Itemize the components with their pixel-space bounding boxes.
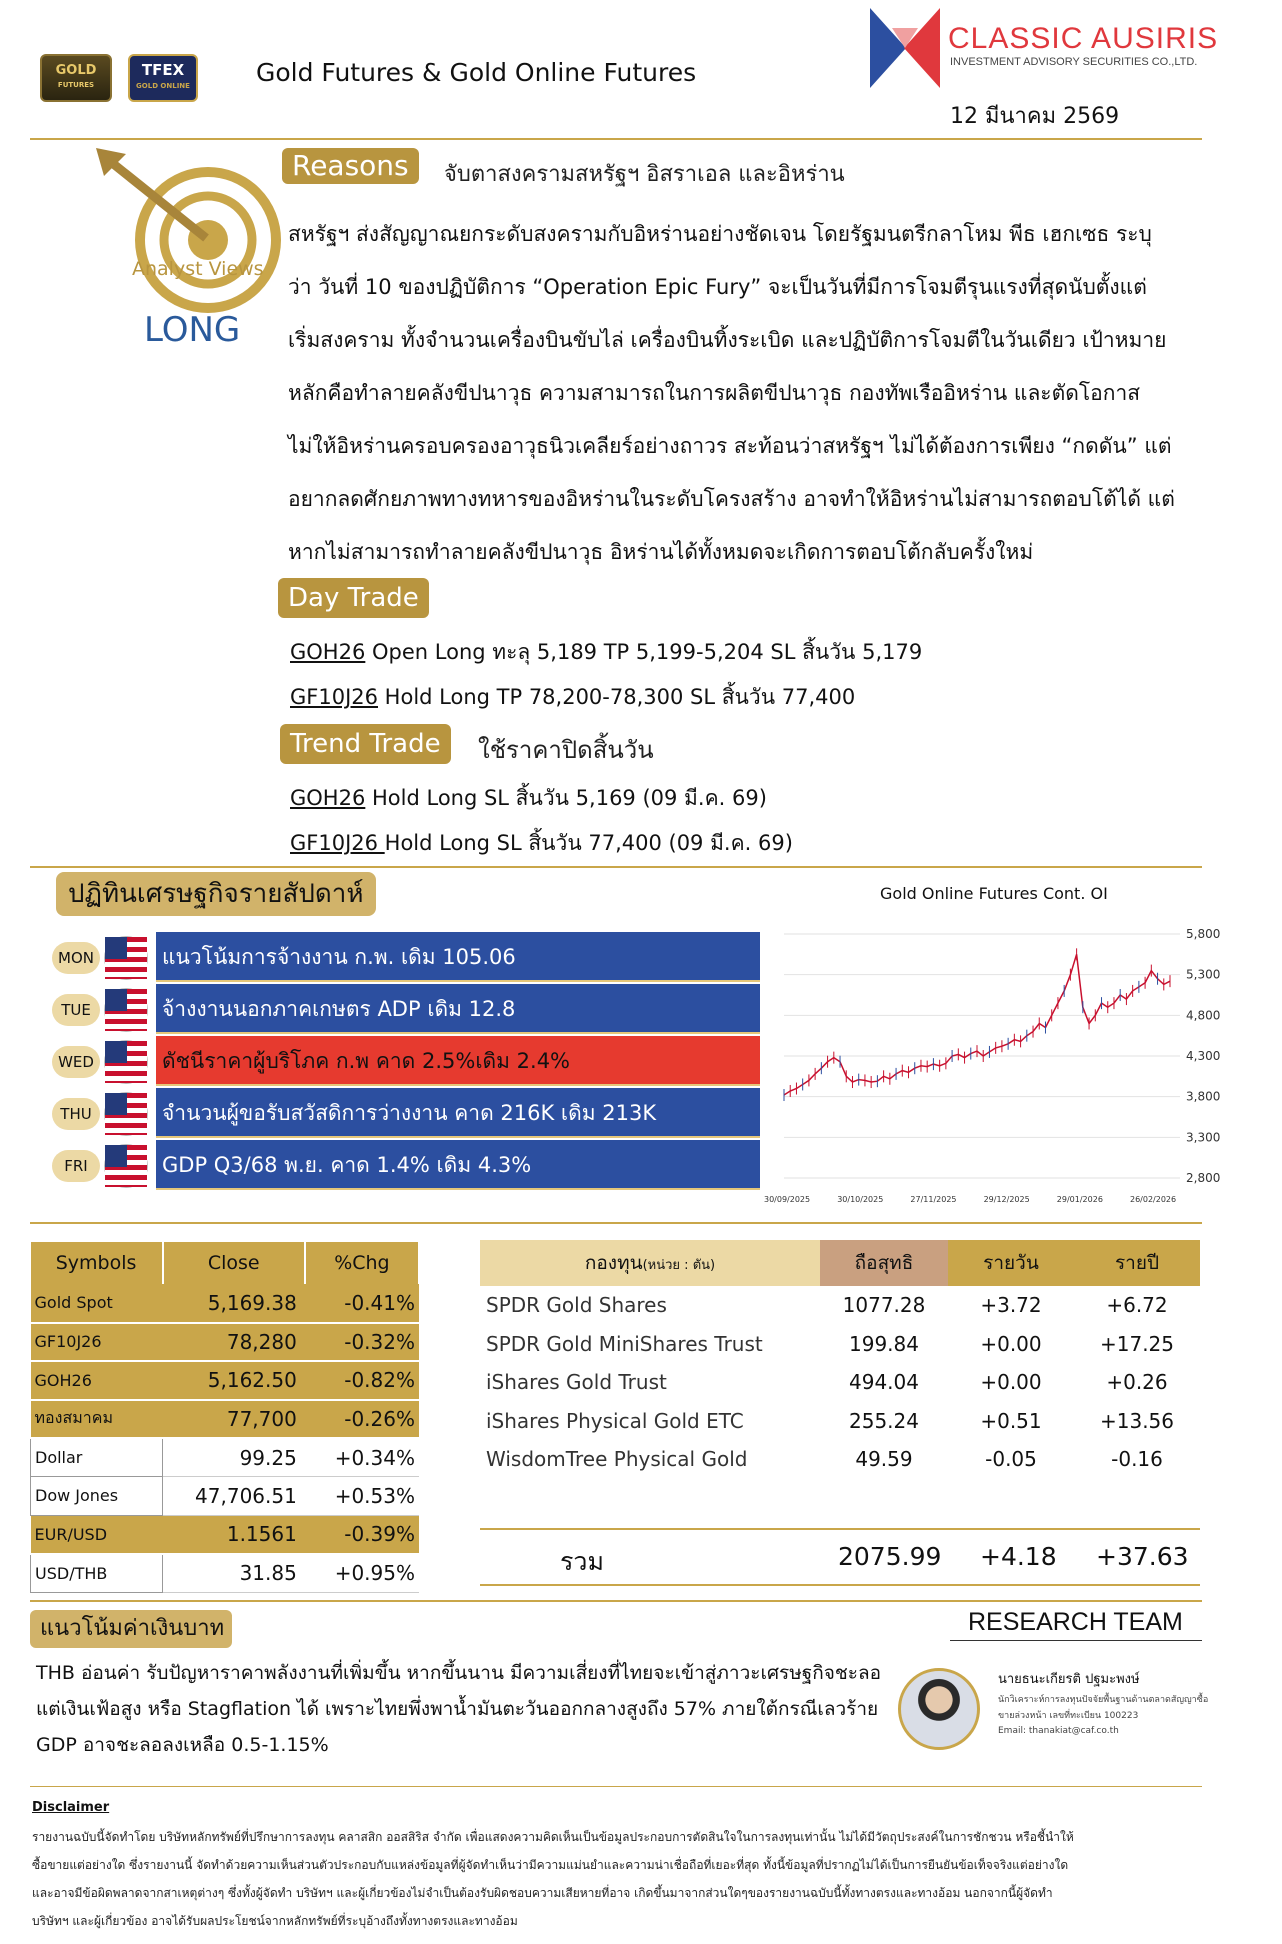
disclaimer-line: รายงานฉบับนี้จัดทำโดย บริษัทหลักทรัพย์ที่ปรึกษาการลงทุน คลาสสิก ออสสิริส จำกัด เพื่อแสดงความคิดเห็นเป็นข้อมูลประกอบการตัดสินใจในการลงทุนเท่านั้น ไม่ได้มีวัตถุประสงค์ในการชักชวน หรือชี้นำให้ bbox=[32, 1830, 1074, 1844]
calendar-event-mon: แนวโน้มการจ้างงาน ก.พ. เดิม 105.06 bbox=[156, 932, 760, 982]
trade-divider bbox=[30, 866, 1202, 868]
thb-outlook-tag: แนวโน้มค่าเงินบาท bbox=[30, 1610, 232, 1648]
calendar-title: ปฏิทินเศรษฐกิจรายสัปดาห์ bbox=[56, 872, 376, 916]
tfex-logo-sub: GOLD ONLINE bbox=[136, 82, 190, 90]
analyst-name: นายธนะเกียรติ ปฐมะพงษ์ bbox=[998, 1672, 1140, 1687]
day-label-fri: FRI bbox=[52, 1150, 100, 1182]
chg-cell: -0.32% bbox=[305, 1323, 419, 1362]
y-tick-label: 5,800 bbox=[1186, 927, 1221, 941]
y-tick-label: 4,800 bbox=[1186, 1008, 1221, 1023]
symbols-table bbox=[30, 1242, 420, 1593]
disclaimer-line: และอาจมีข้อผิดพลาดจากสาเหตุต่างๆ ซึ่งทั้งผู้จัดทำ บริษัทฯ และผู้เกี่ยวข้องไม่จำเป็นต้องรับผิดชอบความเสียหายที่อาจ เกิดขึ้นมาจากส่วนใดๆของรายงานฉบับนี้ทั้งทางตรงและทางอ้อม นอกจากนี้ผู้จัดทำ bbox=[32, 1886, 1053, 1900]
oi-line-chart bbox=[764, 920, 1221, 1208]
day-label-wed: WED bbox=[52, 1046, 100, 1078]
trend-trade-symbol: GF10J26 bbox=[290, 831, 385, 855]
close-header: Close bbox=[163, 1242, 305, 1284]
reasons-line: ว่า วันที่ 10 ของปฏิบัติการ “Operation Epic Fury” จะเป็นวันที่มีการโจมตีรุนแรงที่สุดนับตั้งแต่ bbox=[288, 275, 1147, 299]
symbol-row bbox=[31, 1554, 420, 1593]
daily-cell: -0.05 bbox=[985, 1447, 1037, 1472]
gold-futures-logo bbox=[40, 54, 112, 102]
yearly-cell: +13.56 bbox=[1099, 1408, 1174, 1433]
y-tick-label: 5,300 bbox=[1186, 967, 1221, 982]
day-label-mon: MON bbox=[52, 942, 100, 974]
table-divider bbox=[30, 1600, 1202, 1602]
trend-trade-note: ใช้ราคาปิดสิ้นวัน bbox=[478, 736, 654, 764]
brand-logo-icon bbox=[870, 8, 940, 88]
holdings-header: ถือสุทธิ bbox=[820, 1240, 948, 1286]
target-arrow-icon bbox=[96, 148, 276, 268]
tfex-logo bbox=[128, 54, 198, 102]
day-trade-text: Open Long ทะลุ 5,189 TP 5,199-5,204 SL สิ้นวัน 5,179 bbox=[365, 640, 923, 664]
us-flag-icon bbox=[104, 1092, 148, 1136]
fund-name-cell: iShares Gold Trust bbox=[486, 1370, 667, 1395]
fund-row bbox=[480, 1402, 1200, 1441]
calendar-event-tue: จ้างงานนอกภาคเกษตร ADP เดิม 12.8 bbox=[156, 984, 760, 1034]
x-tick-label: 30/10/2025 bbox=[837, 1195, 884, 1204]
close-cell: 47,706.51 bbox=[163, 1477, 305, 1516]
fund-header-unit: (หน่วย : ตัน) bbox=[642, 1258, 716, 1273]
symbol-row bbox=[31, 1438, 420, 1477]
symbol-row bbox=[31, 1477, 420, 1516]
disclaimer-line: ซื้อขายแต่อย่างใด ซึ่งรายงานนี้ จัดทำด้วยความเห็นส่วนตัวประกอบกับแหล่งข้อมูลที่ผู้จัดทำเห็นว่ามีความแม่นยำและความน่าเชื่อถือที่เยอะที่สุด ทั้งนี้ข้อมูลที่ปรากฏไม่ได้เป็นการยืนยันข้อเท็จจริงแต่อย่างใด bbox=[32, 1858, 1069, 1872]
analyst-views-label: Analyst Views bbox=[132, 258, 264, 280]
symbol-row bbox=[31, 1400, 420, 1439]
symbol-row bbox=[31, 1361, 420, 1400]
total-daily: +4.18 bbox=[980, 1542, 1057, 1571]
us-flag-icon bbox=[104, 1040, 148, 1084]
reasons-line: ไม่ให้อิหร่านครอบครองอาวุธนิวเคลียร์อย่างถาวร สะท้อนว่าสหรัฐฯ ไม่ได้ต้องการเพียง “กดดัน” แต่ bbox=[288, 434, 1172, 458]
day-trade-item bbox=[290, 681, 855, 714]
brand-subtitle: INVESTMENT ADVISORY SECURITIES CO.,LTD. bbox=[950, 56, 1198, 68]
yearly-cell: +0.26 bbox=[1106, 1370, 1168, 1395]
analyst-email: Email: thanakiat@caf.co.th bbox=[998, 1726, 1119, 1736]
close-cell: 31.85 bbox=[163, 1554, 305, 1593]
reasons-headline: จับตาสงครามสหรัฐฯ อิสราเอล และอิหร่าน bbox=[444, 162, 845, 187]
symbol-row bbox=[31, 1284, 420, 1323]
chg-cell: -0.39% bbox=[305, 1515, 419, 1554]
reasons-line: หลักคือทำลายคลังขีปนาวุธ ความสามารถในการผลิตขีปนาวุธ กองทัพเรืออิหร่าน และตัดโอกาส bbox=[288, 381, 1141, 405]
fund-header bbox=[480, 1240, 820, 1286]
fund-row bbox=[480, 1325, 1200, 1364]
trend-trade-text: Hold Long SL สิ้นวัน 77,400 (09 มี.ค. 69) bbox=[384, 831, 793, 855]
research-team-underline bbox=[950, 1640, 1202, 1641]
total-yearly: +37.63 bbox=[1096, 1542, 1189, 1571]
close-cell: 78,280 bbox=[163, 1323, 305, 1362]
day-trade-symbol: GOH26 bbox=[290, 640, 366, 664]
reasons-tag: Reasons bbox=[282, 148, 419, 184]
chg-cell: -0.82% bbox=[305, 1361, 419, 1400]
reasons-line: สหรัฐฯ ส่งสัญญาณยกระดับสงครามกับอิหร่านอย่างชัดเจน โดยรัฐมนตรีกลาโหม พีธ เฮกเซธ ระบุ bbox=[288, 222, 1152, 246]
trend-trade-tag: Trend Trade bbox=[280, 724, 451, 764]
x-tick-label: 29/12/2025 bbox=[983, 1195, 1030, 1204]
fund-header-label: กองทุน bbox=[584, 1252, 643, 1274]
close-cell: 5,162.50 bbox=[163, 1361, 305, 1400]
daily-cell: +3.72 bbox=[980, 1293, 1042, 1318]
close-cell: 5,169.38 bbox=[163, 1284, 305, 1323]
symbol-cell: Gold Spot bbox=[31, 1284, 163, 1323]
x-tick-label: 26/02/2026 bbox=[1130, 1195, 1177, 1204]
day-trade-tag: Day Trade bbox=[278, 578, 429, 618]
tfex-logo-text: TFEX bbox=[141, 61, 185, 79]
symbol-cell: ทองสมาคม bbox=[31, 1400, 163, 1439]
yearly-cell: -0.16 bbox=[1111, 1447, 1163, 1472]
day-label-thu: THU bbox=[52, 1098, 100, 1130]
symbol-cell: EUR/USD bbox=[31, 1515, 163, 1554]
thb-outlook-line: GDP อาจชะลอลงเหลือ 0.5-1.15% bbox=[36, 1734, 329, 1756]
trend-trade-symbol: GOH26 bbox=[290, 786, 366, 810]
daily-header: รายวัน bbox=[948, 1240, 1074, 1286]
x-tick-label: 30/09/2025 bbox=[764, 1195, 811, 1204]
holdings-cell: 494.04 bbox=[849, 1370, 919, 1395]
chg-cell: -0.26% bbox=[305, 1400, 419, 1439]
chg-cell: +0.53% bbox=[305, 1477, 419, 1516]
chart-divider bbox=[30, 1222, 1202, 1224]
analyst-view-value: LONG bbox=[144, 310, 241, 350]
symbol-cell: GOH26 bbox=[31, 1361, 163, 1400]
analyst-avatar bbox=[898, 1668, 980, 1750]
thb-outlook-line: แต่เงินเฟ้อสูง หรือ Stagflation ได้ เพราะไทยพึ่งพาน้ำมันตะวันออกกลางสูงถึง 57% ภายใต้กรณีเลวร้าย bbox=[36, 1698, 879, 1720]
thb-outlook-line: THB อ่อนค่า รับปัญหาราคาพลังงานที่เพิ่มขึ้น หากขึ้นนาน มีความเสี่ยงที่ไทยจะเข้าสู่ภาวะเศรษฐกิจชะลอ bbox=[36, 1662, 882, 1684]
report-date: 12 มีนาคม 2569 bbox=[950, 104, 1120, 129]
symbol-cell: GF10J26 bbox=[31, 1323, 163, 1362]
holdings-cell: 1077.28 bbox=[842, 1293, 926, 1318]
x-tick-label: 27/11/2025 bbox=[910, 1195, 957, 1204]
day-trade-symbol: GF10J26 bbox=[290, 685, 378, 709]
chart-title: Gold Online Futures Cont. OI bbox=[880, 884, 1108, 903]
fund-name-cell: WisdomTree Physical Gold bbox=[486, 1447, 748, 1472]
holdings-cell: 255.24 bbox=[849, 1408, 919, 1433]
analyst-license: ขายล่วงหน้า เลขที่ทะเบียน 100223 bbox=[998, 1711, 1139, 1721]
reasons-line: อยากลดศักยภาพทางทหารของอิหร่านในระดับโครงสร้าง อาจทำให้อิหร่านไม่สามารถตอบโต้ได้ แต่ bbox=[288, 487, 1175, 511]
daily-cell: +0.51 bbox=[980, 1408, 1042, 1433]
chart-series-line bbox=[784, 954, 1170, 1095]
disclaimer-line: บริษัทฯ และผู้เกี่ยวข้อง อาจได้รับผลประโยชน์จากหลักทรัพย์ที่ระบุอ้างถึงทั้งทางตรงและทางอ้อม bbox=[32, 1914, 518, 1928]
total-label: รวม bbox=[560, 1547, 604, 1576]
disclaimer-title: Disclaimer bbox=[32, 1800, 110, 1815]
analyst-role: นักวิเคราะห์การลงทุนปัจจัยพื้นฐานด้านตลาดสัญญาซื้อ bbox=[998, 1695, 1209, 1705]
y-tick-label: 3,800 bbox=[1186, 1089, 1221, 1104]
symbol-cell: Dow Jones bbox=[31, 1477, 163, 1516]
calendar-event-thu: จำนวนผู้ขอรับสวัสดิการว่างงาน คาด 216K เดิม 213K bbox=[156, 1088, 760, 1138]
x-tick-label: 29/01/2026 bbox=[1056, 1195, 1103, 1204]
research-team-title: RESEARCH TEAM bbox=[968, 1608, 1183, 1636]
close-cell: 99.25 bbox=[163, 1438, 305, 1477]
calendar-event-wed: ดัชนีราคาผู้บริโภค ก.พ คาด 2.5%เดิม 2.4% bbox=[156, 1036, 760, 1086]
brand-name: CLASSIC AUSIRIS bbox=[948, 22, 1219, 55]
gold-futures-logo-sub: FUTURES bbox=[57, 81, 95, 89]
day-trade-text: Hold Long TP 78,200-78,300 SL สิ้นวัน 77,400 bbox=[378, 685, 856, 709]
daily-cell: +0.00 bbox=[980, 1370, 1042, 1395]
total-holdings: 2075.99 bbox=[838, 1542, 942, 1571]
fund-name-cell: SPDR Gold MiniShares Trust bbox=[486, 1331, 763, 1356]
trend-trade-item bbox=[290, 782, 767, 815]
holdings-cell: 49.59 bbox=[855, 1447, 913, 1472]
chg-cell: +0.34% bbox=[305, 1438, 419, 1477]
day-label-tue: TUE bbox=[52, 994, 100, 1026]
symbol-row bbox=[31, 1323, 420, 1362]
close-cell: 1.1561 bbox=[163, 1515, 305, 1554]
trend-trade-item bbox=[290, 827, 793, 860]
document-title: Gold Futures & Gold Online Futures bbox=[256, 58, 697, 87]
symbol-cell: Dollar bbox=[31, 1438, 163, 1477]
symbol-cell: USD/THB bbox=[31, 1554, 163, 1593]
fund-name-cell: SPDR Gold Shares bbox=[486, 1293, 667, 1318]
symbol-row bbox=[31, 1515, 420, 1554]
y-tick-label: 3,300 bbox=[1186, 1130, 1221, 1145]
symbols-header: Symbols bbox=[31, 1242, 163, 1284]
close-cell: 77,700 bbox=[163, 1400, 305, 1439]
funds-total-row bbox=[480, 1528, 1200, 1586]
y-tick-label: 2,800 bbox=[1186, 1171, 1221, 1185]
yearly-cell: +6.72 bbox=[1106, 1293, 1168, 1318]
header-divider bbox=[30, 138, 1202, 140]
fund-row bbox=[480, 1286, 1200, 1325]
chg-header: %Chg bbox=[305, 1242, 419, 1284]
fund-row bbox=[480, 1363, 1200, 1402]
us-flag-icon bbox=[104, 1144, 148, 1188]
chg-cell: -0.41% bbox=[305, 1284, 419, 1323]
daily-cell: +0.00 bbox=[980, 1331, 1042, 1356]
chg-cell: +0.95% bbox=[305, 1554, 419, 1593]
y-tick-label: 4,300 bbox=[1186, 1049, 1221, 1063]
gold-etf-table bbox=[480, 1240, 1200, 1479]
reasons-line: เริ่มสงคราม ทั้งจำนวนเครื่องบินขับไล่ เครื่องบินทิ้งระเบิด และปฏิบัติการโจมตีในวันเดียว เป้าหมาย bbox=[288, 328, 1167, 352]
fund-name-cell: iShares Physical Gold ETC bbox=[486, 1408, 744, 1433]
day-trade-item bbox=[290, 636, 922, 669]
calendar-event-fri: GDP Q3/68 พ.ย. คาด 1.4% เดิม 4.3% bbox=[156, 1140, 760, 1190]
us-flag-icon bbox=[104, 988, 148, 1032]
fund-row bbox=[480, 1440, 1200, 1479]
yearly-cell: +17.25 bbox=[1099, 1331, 1174, 1356]
holdings-cell: 199.84 bbox=[849, 1331, 919, 1356]
gold-futures-logo-text: GOLD bbox=[55, 63, 97, 78]
trend-trade-text: Hold Long SL สิ้นวัน 5,169 (09 มี.ค. 69) bbox=[365, 786, 767, 810]
reasons-line: หากไม่สามารถทำลายคลังขีปนาวุธ อิหร่านได้ทั้งหมดจะเกิดการตอบโต้กลับครั้งใหม่ bbox=[288, 540, 1034, 564]
yearly-header: รายปี bbox=[1074, 1240, 1200, 1286]
us-flag-icon bbox=[104, 936, 148, 980]
footer-divider bbox=[30, 1786, 1202, 1787]
